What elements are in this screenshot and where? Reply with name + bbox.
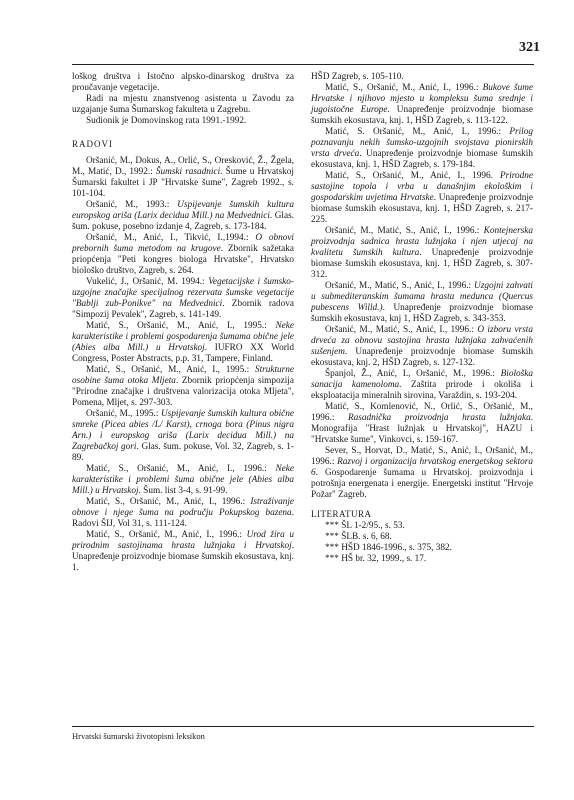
bibliography-entry	[311, 402, 533, 446]
entry-authors: Matić, S., Komlenović, N., Orlić, S., Oršanić, M., 1996.:	[311, 402, 533, 423]
literature-item: *** ŠLB. s. 6, 68.	[325, 532, 392, 542]
entry-source: . Zbornik priopćenja simpozija "Prirodne značajke i društvena valorizacija otoka Mljeta", Pomena, Mljet, s. 297-303.	[72, 376, 294, 408]
bibliography-entry	[311, 83, 533, 127]
entry-source: . Unapređenje proizvodnje biomase šumskih ekosustava, knj. 1, HŠD Zagreb, s. 179-184.	[311, 149, 533, 170]
entry-title: O obnovi prebornih šuma metodom na krugove	[72, 233, 294, 254]
entry-authors: Oršanić, M., Dokus, A., Orlić, S., Oresković, Ž., Žgela, M., Matić, D., 1992.:	[72, 156, 294, 177]
entry-authors: Matić, S. Oršanić, M., Anić, I., 1996.:	[325, 127, 510, 137]
works-list	[72, 156, 294, 574]
bibliography-entry	[311, 171, 533, 226]
entry-source: . Unapređenje proizvodnje biomase šumskih ekosustava, knj. 1, HŠD Zagreb, s. 217-225.	[311, 193, 533, 225]
entry-source: . Šum. list 3-4, s. 91-99.	[138, 486, 228, 496]
works-section-title: RADOVI	[72, 139, 113, 149]
entry-source: . Gospodarenje šumama u Hrvatskoj. proizvodnja i potrošnja energenata i energije. Energetski institut "Hrvoje Požar" Zagreb.	[311, 468, 533, 500]
entry-title: Biološka sanacija kamenoloma	[311, 369, 533, 390]
entry-authors: Oršanić, M., Matić, S., Anić, I., 1996.:	[325, 325, 478, 335]
bibliography-entry	[311, 226, 533, 281]
entry-title: Uzgojni zahvati u submediteranskim šumama hrasta medunca (Quercus pubescens Willd.)	[311, 281, 534, 313]
entry-title: Prirodne sastojine topola i vrba u današnjim ekološkim i gospodarskim uvjetima Hrvatske	[311, 171, 533, 203]
entry-title: Urod žira u prirodnim sastojinama hrasta lužnjaka i Hrvatskoj	[72, 530, 294, 551]
bibliography-entry	[311, 446, 533, 501]
entry-title: O izboru vrsta drveća za obnovu sastojina hrasta lužnjaka zahvaćenih sušenjem	[311, 325, 533, 357]
entry-title: Bukove šume Hrvatske i njihovo mjesto u kompleksu šuma srednje i jugoistočne Europe	[311, 83, 533, 115]
entry-source: . Glas. šum. pokuse, Vol. 32, Zagreb, s. 1-89.	[72, 442, 294, 463]
entry-authors: Matić, S., Oršanić, M., Anić, I., 1996.:	[86, 530, 247, 540]
bio-paragraph: Sudionik je Domovinskog rata 1991.-1992.	[86, 116, 247, 126]
bio-paragraph: loškog društva i Istočno alpsko-dinarskog društva za proučavanje vegetacije.	[72, 72, 294, 93]
bio-paragraph: Radi na mjestu znanstvenog asistenta u Zavodu za uzgajanje šuma Šumarskog fakulteta u Zagrebu.	[72, 94, 294, 115]
entry-source: . Zbornik sažetaka priopćenja "Peti kongres biologa Hrvatske", Hrvatsko biološko društvo, Zagreb, s. 264.	[72, 244, 295, 276]
bibliography-entry	[311, 325, 533, 369]
bibliography-entry	[72, 464, 294, 497]
entry-title: Uspijevanje šumskih kultura obične smreke (Picea abies /L/ Karst), crnoga bora (Pinus nigra Arn.) i europskog ariša (Larix decidua Mill.) na Zagrebačkoj gori	[72, 409, 294, 452]
bibliography-entry	[311, 281, 533, 325]
bibliography-entry	[72, 321, 294, 365]
entry-authors: Vukelić, J., Oršanić, M. 1994.:	[86, 277, 209, 287]
bibliography-entry	[72, 365, 294, 409]
entry-title: Istraživanje obnove i njege šuma na području Pokupskog bazena	[72, 497, 294, 518]
bibliography-entry	[72, 530, 294, 574]
entry-source: . Zaštita prirode i okoliša i eksploatacija mineralnih sirovina, Varaždin, s. 193-204.	[311, 380, 533, 401]
entry-title: Vegetacijske i šumsko-uzgojne značajke specijalnog rezervata šumske vegetacije "Bablji zub-Ponikve" na Medvednici	[72, 277, 294, 309]
right-column	[311, 72, 533, 565]
entry-authors: Oršanić, M., Matić, S., Anić, I., 1996.:	[325, 281, 475, 291]
entry-authors: Oršanić, M., Anić, I., Tikvić, I.,1994.:	[86, 233, 256, 243]
entry-source: . Glas. šum. pokuse, posebno izdanje 4, Zagreb, s. 173-184.	[72, 211, 294, 232]
page-number: 321	[519, 40, 540, 55]
entry-title: Rasadnička proizvodnja hrasta lužnjaka	[347, 413, 531, 423]
bibliography-entry	[72, 233, 294, 277]
left-column	[72, 72, 294, 574]
literature-section-title: LITERATURA	[311, 509, 372, 519]
header-rule	[72, 64, 534, 65]
literature-item: *** HŠD 1846-1996., s. 375, 382.	[325, 543, 452, 553]
entry-source: . Radovi ŠIJ, Vol 31, s. 111-124.	[72, 508, 294, 529]
entry-title: Kontejnerska proizvodnja sadnica hrasta lužnjaka i njen utjecaj na kvalitetu šumskih kultura	[311, 226, 533, 258]
entry-source: . Unapređenje proizvodnje biomase šumskih ekosustava, knj. 1, HŠD Zagreb, s. 113-122.	[311, 105, 533, 126]
entry-authors: Oršanić, M., 1995.:	[86, 409, 161, 419]
entry-title: Šumski rasadnici	[155, 167, 221, 177]
entry-title: Razvoj i organizacija hrvatskog energetskog sektora 6	[311, 457, 533, 478]
entry-title: Neke karakteristike i problemi gospodarenja šumama obične jele (Abies alba Mill.) u Hrvatskoj	[72, 321, 294, 353]
bibliography-entry	[72, 409, 294, 464]
footer-title: Hrvatski šumarski životopisni leksikon	[72, 731, 205, 741]
entry-source: . Šume u Hrvatskoj Šumarski fakultet i JP "Hrvatske šume", Zagreb 1992., s. 101-104.	[72, 167, 294, 199]
footer-rule	[72, 726, 534, 727]
entry-source: . IUFRO XX World Congress, Poster Abstracts, p.p. 31, Tampere, Finland.	[72, 343, 294, 364]
entry-title: Neke karakteristike i problemi šuma obične jele (Abies alba Mill.) u Hrvatskoj	[72, 464, 294, 496]
literature-list	[311, 521, 533, 565]
entry-source: . Unapređenje proizvodnje biomase šumskih ekosustava, knj. 1, HŠD Zagreb, s. 307-312.	[311, 248, 533, 280]
entry-title: Uspijevanje šumskih kultura europskog ariša (Larix decidua Mill.) na Medvednici	[72, 200, 294, 221]
entry-authors: Oršanić, M., 1993.:	[86, 200, 178, 210]
entry-authors: HŠD Zagreb, s. 105-110.	[311, 72, 404, 82]
bibliography-entry	[72, 200, 294, 233]
entry-authors: Matić, S., Oršanić, M., Anić, I., 1996.	[325, 171, 500, 181]
entry-source: . Unapređenje proizvodnje biomase šumskih ekosustava, knj. 2, HŠD Zagreb, s. 127-132.	[311, 347, 533, 368]
bibliography-entry	[311, 369, 533, 402]
entry-title: Strukturne osobine šuma otoka Mljeta	[72, 365, 294, 386]
works-list-continued	[311, 72, 533, 501]
entry-source: . Unapređenje proizvodnje biomase šumskih ekosustava, knj. 1.	[72, 541, 294, 573]
bibliography-entry	[72, 497, 294, 530]
entry-authors: Matić, S., Oršanić, M., Anić, I., 1996.:	[86, 497, 251, 507]
entry-authors: Matić, S., Oršanić, M., Anić, I., 1996.:	[325, 83, 483, 93]
entry-authors: Matić, S., Oršanić, M., Anić, I., 1995.:	[86, 365, 255, 375]
bibliography-entry	[311, 72, 533, 83]
entry-authors: Oršanić, M., Matić, S., Anić, I., 1996.:	[325, 226, 484, 236]
bibliography-entry	[72, 156, 294, 200]
entry-title: Prilog poznavanju nekih šumsko-uzgojnih svojstava pionirskih vrsta drveća	[311, 127, 533, 159]
bibliography-entry	[72, 277, 294, 321]
entry-source: . Monografija "Hrast lužnjak u Hrvatskoj", HAZU i "Hrvatske šume", Vinkovci, s. 159-167.	[311, 413, 534, 445]
bibliography-entry	[311, 127, 533, 171]
entry-source: . Unapređenje proizvodnje biomase šumskih ekosustava, knj 1, HŠD Zagreb, s. 343-353.	[311, 303, 533, 324]
entry-source: . Zbornik radova "Simpozij Pevalek", Zagreb, s. 141-149.	[72, 299, 295, 320]
entry-authors: Sever, S., Horvat, D., Matić, S., Anić, I., Oršanić, M., 1996.:	[311, 446, 533, 467]
literature-item: *** HŠ br. 32, 1999., s. 17.	[325, 554, 427, 564]
entry-authors: Španjol, Ž., Anić, I., Oršanić, M., 1996.:	[325, 369, 501, 379]
entry-authors: Matić, S., Oršanić, M., Anić, I., 1996.:	[86, 464, 276, 474]
literature-item: *** ŠL 1-2/95., s. 53.	[325, 521, 405, 531]
biography-text	[72, 72, 294, 127]
entry-authors: Matić, S., Oršanić, M., Anić, I., 1995.:	[86, 321, 276, 331]
